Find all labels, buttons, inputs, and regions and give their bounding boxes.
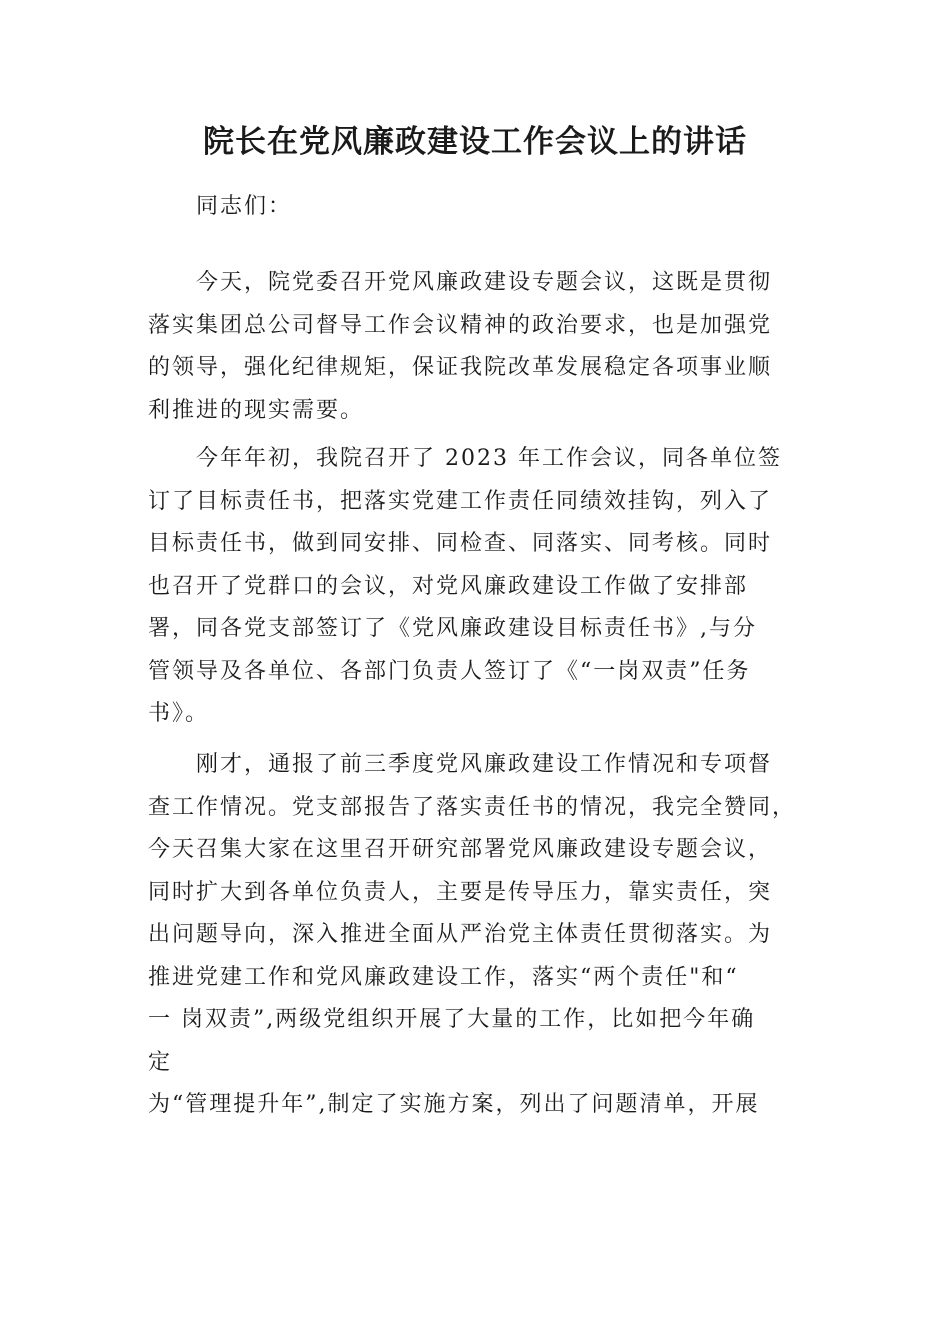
- paragraph-1: [148, 262, 808, 432]
- paragraph-line: 定: [148, 1049, 173, 1075]
- paragraph-line: 出问题导向，深入推进全面从严治党主体责任贯彻落实。为: [148, 922, 773, 947]
- greeting-line: 同志们：: [196, 194, 293, 219]
- paragraph-2: [148, 438, 808, 736]
- paragraph-line: 为“管理提升年”,制定了实施方案，列出了问题清单，开展: [148, 1092, 760, 1117]
- greeting: [148, 186, 808, 229]
- paragraph-line: 推进党建工作和党风廉政建设工作，落实“两个责任"和“: [148, 964, 739, 990]
- paragraph-line: 今天召集大家在这里召开研究部署党风廉政建设专题会议，: [148, 837, 773, 862]
- paragraph-line: 利推进的现实需要。: [148, 397, 365, 423]
- paragraph-line: 书》。: [148, 701, 210, 726]
- paragraph-line: 查工作情况。党支部报告了落实责任书的情况，我完全赞同，: [148, 794, 797, 820]
- paragraph-line: 目标责任书，做到同安排、同检查、同落实、同考核。同时: [148, 531, 773, 556]
- paragraph-3: [148, 744, 808, 1127]
- paragraph-line: 也召开了党群口的会议，对党风廉政建设工作做了安排部: [148, 573, 749, 599]
- paragraph-line: 订了目标责任书，把落实党建工作责任同绩效挂钩，列入了: [148, 488, 773, 514]
- paragraph-line: 一 岗双责”,两级党组织开展了大量的工作，比如把今年确: [148, 1007, 756, 1032]
- paragraph-line: 今天，院党委召开党风廉政建设专题会议，这既是贯彻: [196, 270, 773, 295]
- paragraph-line: 同时扩大到各单位负责人，主要是传导压力，靠实责任，突: [148, 879, 773, 905]
- paragraph-line: 署，同各党支部签订了《党风廉政建设目标责任书》,与分: [148, 616, 757, 641]
- document-title: 院长在党风廉政建设工作会议上的讲话: [203, 124, 747, 160]
- paragraph-line: 管领导及各单位、各部门负责人签订了《“一岗双责”任务: [148, 658, 751, 684]
- paragraph-line: 刚才，通报了前三季度党风廉政建设工作情况和专项督: [196, 752, 773, 777]
- paragraph-line: 的领导，强化纪律规矩，保证我院改革发展稳定各项事业顺: [148, 355, 773, 380]
- paragraph-line: 落实集团总公司督导工作会议精神的政治要求，也是加强党: [148, 312, 773, 338]
- paragraph-line: 今年年初，我院召开了 2023 年工作会议，同各单位签: [196, 446, 782, 471]
